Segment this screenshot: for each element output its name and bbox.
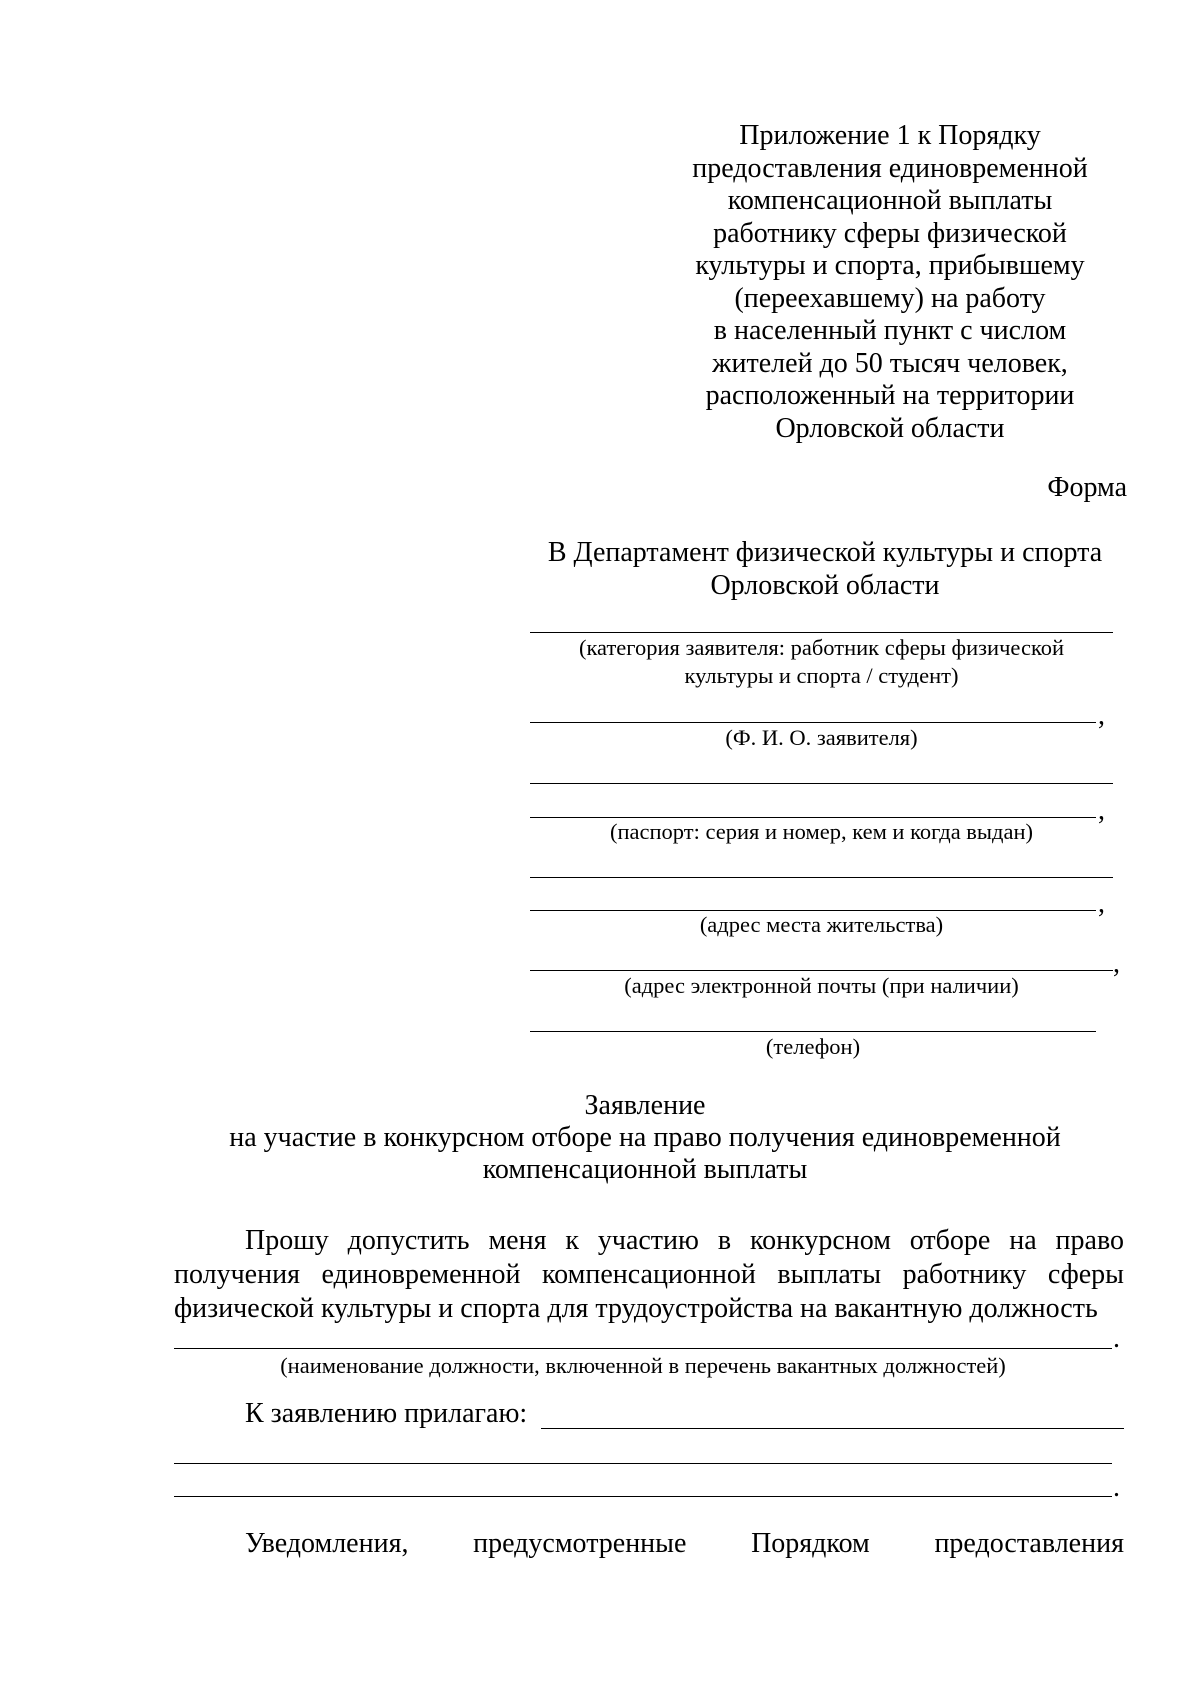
- appendix-line: расположенный на территории: [705, 380, 1075, 411]
- appendix-line: культуры и спорта, прибывшему: [695, 250, 1085, 281]
- phone-field-line[interactable]: [530, 1031, 1096, 1032]
- appendix-line: (переехавшему) на работу: [734, 282, 1046, 314]
- statement-title: [160, 1090, 1130, 1186]
- fio-caption: (Ф. И. О. заявителя): [725, 725, 918, 750]
- comma: ,: [1113, 948, 1120, 979]
- notice-word: Уведомления,: [245, 1528, 409, 1559]
- notice-line: [174, 1528, 1124, 1560]
- phone-caption: (телефон): [765, 1034, 861, 1059]
- attachments-label: К заявлению прилагаю:: [245, 1398, 528, 1429]
- addressee: [530, 536, 1120, 602]
- appendix-header: [640, 120, 1140, 445]
- position-caption: (наименование должности, включенной в перечень вакантных должностей): [280, 1353, 1006, 1378]
- category-caption: [530, 634, 1113, 690]
- addressee-line: В Департамент физической культуры и спорта: [547, 537, 1103, 568]
- appendix-line: Приложение 1 к Порядку: [739, 120, 1041, 151]
- comma: ,: [1098, 888, 1105, 919]
- comma: ,: [1098, 795, 1105, 826]
- appendix-line: Орловской области: [775, 412, 1005, 444]
- form-label: Форма: [1047, 472, 1127, 503]
- passport-field-line-1[interactable]: [530, 783, 1113, 784]
- email-caption: (адрес электронной почты (при наличии): [624, 973, 1019, 998]
- appendix-line: предоставления единовременной: [692, 152, 1088, 184]
- attachments-field-line-3[interactable]: [174, 1496, 1112, 1497]
- notice-word: предоставления: [934, 1528, 1124, 1559]
- notice-word: предусмотренные: [473, 1528, 687, 1559]
- appendix-line: в населенный пункт с числом: [713, 315, 1067, 346]
- appendix-line: жителей до 50 тысяч человек,: [712, 347, 1068, 379]
- period: .: [1113, 1472, 1120, 1503]
- position-field-line[interactable]: [174, 1348, 1112, 1349]
- email-field-line[interactable]: [530, 970, 1113, 971]
- request-text: Прошу допустить меня к участию в конкурсном отборе на право получения единовременной компенсационной выплаты работнику сферы физической культуры и спорта для трудоустройства на вакантную должность: [174, 1225, 1124, 1324]
- notice-word: Порядком: [751, 1528, 870, 1559]
- attachments-field-line-2[interactable]: [174, 1463, 1112, 1464]
- category-caption-line: культуры и спорта / студент): [684, 663, 959, 688]
- attachments-field-line-1[interactable]: [541, 1428, 1124, 1429]
- period: .: [1113, 1323, 1120, 1354]
- statement-heading: Заявление: [584, 1090, 706, 1121]
- statement-subtitle: на участие в конкурсном отборе на право получения единовременной: [229, 1122, 1061, 1153]
- comma: ,: [1098, 700, 1105, 731]
- address-field-line-1[interactable]: [530, 877, 1113, 878]
- appendix-line: работнику сферы физической: [713, 217, 1067, 249]
- category-caption-line: (категория заявителя: работник сферы физической: [578, 635, 1065, 660]
- addressee-line: Орловской области: [710, 570, 940, 601]
- category-field-line[interactable]: [530, 632, 1113, 633]
- fio-field-line[interactable]: [530, 722, 1096, 723]
- request-paragraph: [174, 1224, 1124, 1326]
- statement-subtitle: компенсационной выплаты: [482, 1154, 808, 1185]
- passport-caption: (паспорт: серия и номер, кем и когда выдан): [609, 819, 1034, 844]
- appendix-line: компенсационной выплаты: [727, 185, 1053, 216]
- address-caption: (адрес места жительства): [699, 912, 944, 937]
